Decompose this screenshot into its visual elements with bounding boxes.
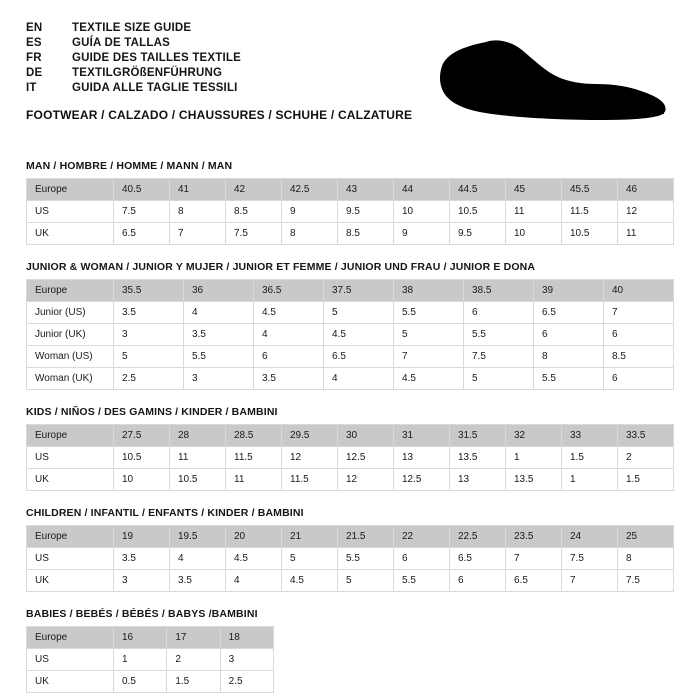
table-cell: 0.5: [114, 671, 167, 693]
table-cell: 8: [170, 201, 226, 223]
table-header-cell: 42: [226, 179, 282, 201]
table-cell: 4: [184, 302, 254, 324]
table-header-cell: 38: [394, 280, 464, 302]
table-header-row: [27, 526, 674, 548]
table-cell: 6.5: [450, 548, 506, 570]
table-cell: 7.5: [464, 346, 534, 368]
table-header-cell: 21: [282, 526, 338, 548]
table-header-cell: 20: [226, 526, 282, 548]
table-cell: 10.5: [562, 223, 618, 245]
size-table-title: KIDS / NIÑOS / DES GAMINS / KINDER / BAMBINI: [26, 406, 278, 418]
table-row: [27, 346, 674, 368]
language-title: TEXTILGRÖßENFÜHRUNG: [72, 67, 223, 79]
table-cell: 9: [282, 201, 338, 223]
table-cell: 8: [534, 346, 604, 368]
table-cell: 6.5: [534, 302, 604, 324]
language-code: ES: [26, 37, 42, 49]
row-label: UK: [27, 469, 114, 491]
table-header-cell: 45: [506, 179, 562, 201]
table-cell: 3: [114, 570, 170, 592]
table-cell: 5.5: [394, 302, 464, 324]
table-header-cell: 25: [618, 526, 674, 548]
table-row: [27, 570, 674, 592]
size-table-block: [26, 160, 674, 245]
table-header-cell: 36: [184, 280, 254, 302]
table-cell: 10: [506, 223, 562, 245]
table-cell: 6: [464, 302, 534, 324]
table-cell: 8.5: [226, 201, 282, 223]
row-label: Woman (UK): [27, 368, 114, 390]
table-cell: 10.5: [170, 469, 226, 491]
table-cell: 1.5: [562, 447, 618, 469]
size-tables: [26, 160, 674, 693]
table-cell: 13.5: [450, 447, 506, 469]
table-row: [27, 649, 274, 671]
table-cell: 11: [618, 223, 674, 245]
table-cell: 11.5: [282, 469, 338, 491]
size-table-block: [26, 406, 674, 491]
size-table: [26, 178, 674, 245]
language-title: TEXTILE SIZE GUIDE: [72, 22, 192, 34]
table-header-cell: 28.5: [226, 425, 282, 447]
table-cell: 10: [114, 469, 170, 491]
table-header-cell: 40.5: [114, 179, 170, 201]
table-row: [27, 368, 674, 390]
table-row: [27, 223, 674, 245]
size-table: [26, 525, 674, 592]
table-row: [27, 324, 674, 346]
table-cell: 7.5: [226, 223, 282, 245]
table-cell: 6.5: [114, 223, 170, 245]
table-header-cell: 22.5: [450, 526, 506, 548]
table-row: [27, 671, 274, 693]
table-cell: 7: [170, 223, 226, 245]
table-header-cell: 16: [114, 627, 167, 649]
table-cell: 1: [506, 447, 562, 469]
table-cell: 3: [114, 324, 184, 346]
row-label: US: [27, 447, 114, 469]
table-header-cell: 43: [338, 179, 394, 201]
table-cell: 9.5: [338, 201, 394, 223]
table-cell: 6.5: [324, 346, 394, 368]
table-header-row: [27, 280, 674, 302]
table-header-cell: 45.5: [562, 179, 618, 201]
table-cell: 3.5: [184, 324, 254, 346]
language-title-list: [26, 22, 446, 94]
table-row: [27, 548, 674, 570]
language-code: FR: [26, 52, 42, 64]
table-cell: 5.5: [184, 346, 254, 368]
page-header: [26, 22, 674, 122]
table-cell: 1.5: [167, 671, 220, 693]
table-cell: 12: [282, 447, 338, 469]
table-cell: 3: [220, 649, 273, 671]
table-cell: 7: [562, 570, 618, 592]
language-title-row: [26, 37, 446, 49]
table-cell: 12: [618, 201, 674, 223]
size-table: [26, 626, 274, 693]
row-label: UK: [27, 570, 114, 592]
table-cell: 5.5: [394, 570, 450, 592]
table-cell: 3.5: [254, 368, 324, 390]
table-cell: 6: [604, 368, 674, 390]
language-title-row: [26, 82, 446, 94]
table-cell: 9: [394, 223, 450, 245]
table-cell: 5: [114, 346, 184, 368]
table-header-cell: 37.5: [324, 280, 394, 302]
table-cell: 9.5: [450, 223, 506, 245]
table-cell: 7: [604, 302, 674, 324]
table-cell: 6: [450, 570, 506, 592]
table-cell: 11: [226, 469, 282, 491]
table-header-cell: 33: [562, 425, 618, 447]
table-cell: 4.5: [324, 324, 394, 346]
table-cell: 11: [170, 447, 226, 469]
table-header-cell: 36.5: [254, 280, 324, 302]
table-cell: 6: [534, 324, 604, 346]
table-header-cell: 40: [604, 280, 674, 302]
table-cell: 7.5: [618, 570, 674, 592]
size-table-block: [26, 507, 674, 592]
table-cell: 2: [618, 447, 674, 469]
table-cell: 12.5: [338, 447, 394, 469]
table-header-cell: 44: [394, 179, 450, 201]
table-cell: 6.5: [506, 570, 562, 592]
table-cell: 4: [254, 324, 324, 346]
table-header-cell: 31.5: [450, 425, 506, 447]
row-label: Woman (US): [27, 346, 114, 368]
row-label: US: [27, 548, 114, 570]
table-header-cell: 27.5: [114, 425, 170, 447]
table-cell: 7: [506, 548, 562, 570]
table-cell: 8: [282, 223, 338, 245]
size-table-block: [26, 261, 674, 390]
table-cell: 10: [394, 201, 450, 223]
table-cell: 10.5: [114, 447, 170, 469]
table-header-cell: 31: [394, 425, 450, 447]
row-label: UK: [27, 223, 114, 245]
table-row: [27, 201, 674, 223]
table-header-cell: 32: [506, 425, 562, 447]
table-cell: 6: [604, 324, 674, 346]
table-cell: 3.5: [170, 570, 226, 592]
table-cell: 2: [167, 649, 220, 671]
table-cell: 4: [324, 368, 394, 390]
table-header-cell: 29.5: [282, 425, 338, 447]
table-header-row: [27, 627, 274, 649]
language-title: GUIDE DES TAILLES TEXTILE: [72, 52, 241, 64]
row-label: US: [27, 201, 114, 223]
table-cell: 5: [464, 368, 534, 390]
table-header-cell: 28: [170, 425, 226, 447]
table-header-label: Europe: [27, 280, 114, 302]
table-header-cell: 19: [114, 526, 170, 548]
table-header-cell: 18: [220, 627, 273, 649]
table-cell: 11.5: [562, 201, 618, 223]
table-header-label: Europe: [27, 425, 114, 447]
table-header-cell: 19.5: [170, 526, 226, 548]
size-table-title: JUNIOR & WOMAN / JUNIOR Y MUJER / JUNIOR ET FEMME / JUNIOR UND FRAU / JUNIOR E DONA: [26, 261, 536, 273]
language-title: GUÍA DE TALLAS: [72, 37, 170, 49]
table-header-cell: 17: [167, 627, 220, 649]
table-cell: 11: [506, 201, 562, 223]
table-cell: 11.5: [226, 447, 282, 469]
table-cell: 3.5: [114, 302, 184, 324]
table-header-row: [27, 179, 674, 201]
table-cell: 13: [394, 447, 450, 469]
table-header-cell: 41: [170, 179, 226, 201]
language-title-row: [26, 52, 446, 64]
dress-shoe-icon: [426, 28, 670, 124]
language-title: GUIDA ALLE TAGLIE TESSILI: [72, 82, 238, 94]
language-code: IT: [26, 82, 37, 94]
table-cell: 5.5: [464, 324, 534, 346]
table-cell: 4: [170, 548, 226, 570]
table-cell: 5: [282, 548, 338, 570]
table-header-cell: 33.5: [618, 425, 674, 447]
table-header-label: Europe: [27, 179, 114, 201]
size-table-title: MAN / HOMBRE / HOMME / MANN / MAN: [26, 160, 233, 172]
table-cell: 8: [618, 548, 674, 570]
table-header-cell: 24: [562, 526, 618, 548]
table-cell: 5.5: [534, 368, 604, 390]
size-table-block: [26, 608, 674, 693]
table-cell: 13.5: [506, 469, 562, 491]
table-cell: 12.5: [394, 469, 450, 491]
row-label: Junior (US): [27, 302, 114, 324]
table-cell: 5.5: [338, 548, 394, 570]
size-table: [26, 424, 674, 491]
row-label: Junior (UK): [27, 324, 114, 346]
size-table: [26, 279, 674, 390]
table-cell: 4.5: [226, 548, 282, 570]
table-header-cell: 46: [618, 179, 674, 201]
table-header-label: Europe: [27, 627, 114, 649]
table-header-label: Europe: [27, 526, 114, 548]
table-cell: 4.5: [254, 302, 324, 324]
table-cell: 3: [184, 368, 254, 390]
table-header-cell: 22: [394, 526, 450, 548]
table-cell: 4.5: [282, 570, 338, 592]
row-label: UK: [27, 671, 114, 693]
table-cell: 5: [324, 302, 394, 324]
language-code: EN: [26, 22, 43, 34]
table-cell: 10.5: [450, 201, 506, 223]
table-cell: 1: [114, 649, 167, 671]
language-code: DE: [26, 67, 43, 79]
table-cell: 12: [338, 469, 394, 491]
table-header-cell: 35.5: [114, 280, 184, 302]
table-cell: 7.5: [562, 548, 618, 570]
table-cell: 2.5: [220, 671, 273, 693]
table-cell: 8.5: [338, 223, 394, 245]
table-row: [27, 447, 674, 469]
table-header-cell: 44.5: [450, 179, 506, 201]
table-header-cell: 38.5: [464, 280, 534, 302]
table-cell: 7.5: [114, 201, 170, 223]
table-cell: 2.5: [114, 368, 184, 390]
table-cell: 5: [394, 324, 464, 346]
table-cell: 1.5: [618, 469, 674, 491]
table-header-cell: 42.5: [282, 179, 338, 201]
table-cell: 6: [394, 548, 450, 570]
table-header-row: [27, 425, 674, 447]
table-header-cell: 39: [534, 280, 604, 302]
table-row: [27, 302, 674, 324]
table-cell: 5: [338, 570, 394, 592]
category-title: FOOTWEAR / CALZADO / CHAUSSURES / SCHUHE / CALZATURE: [26, 108, 413, 122]
table-cell: 1: [562, 469, 618, 491]
table-cell: 6: [254, 346, 324, 368]
table-cell: 4.5: [394, 368, 464, 390]
size-table-title: CHILDREN / INFANTIL / ENFANTS / KINDER / BAMBINI: [26, 507, 304, 519]
table-header-cell: 21.5: [338, 526, 394, 548]
table-cell: 4: [226, 570, 282, 592]
table-cell: 7: [394, 346, 464, 368]
table-cell: 8.5: [604, 346, 674, 368]
table-header-cell: 23.5: [506, 526, 562, 548]
table-row: [27, 469, 674, 491]
table-header-cell: 30: [338, 425, 394, 447]
size-table-title: BABIES / BEBÉS / BÉBÉS / BABYS /BAMBINI: [26, 608, 258, 620]
row-label: US: [27, 649, 114, 671]
language-title-row: [26, 67, 446, 79]
language-title-row: [26, 22, 446, 34]
table-cell: 13: [450, 469, 506, 491]
table-cell: 3.5: [114, 548, 170, 570]
